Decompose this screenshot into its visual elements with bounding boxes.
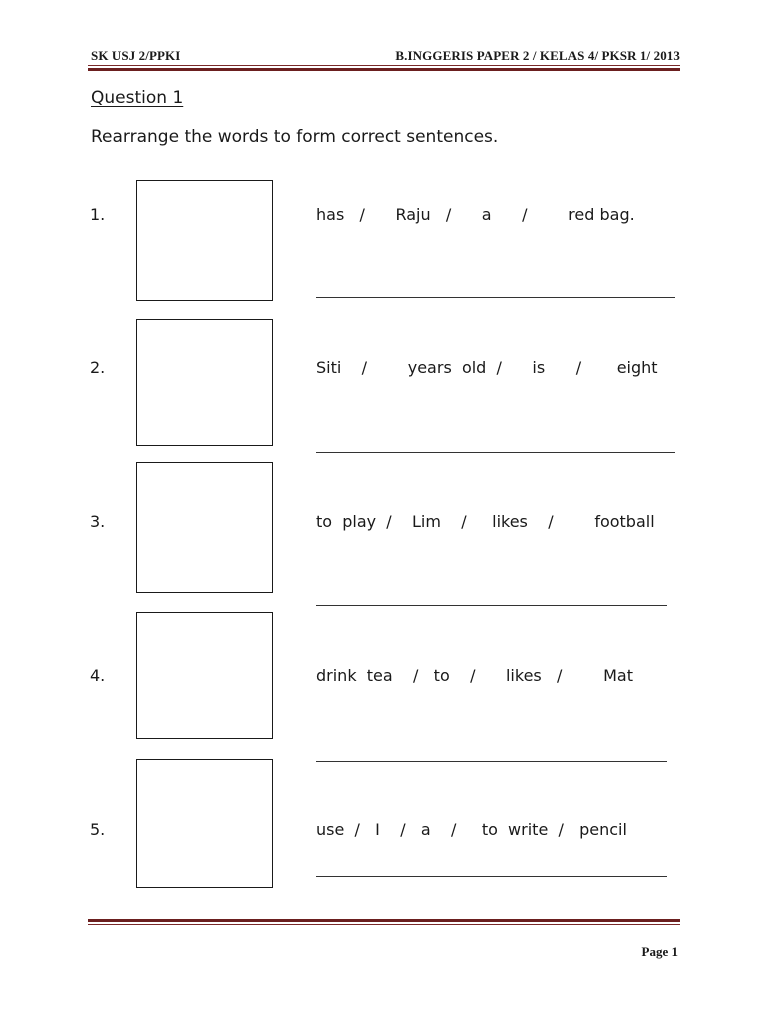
- question-title: Question 1: [91, 88, 184, 108]
- jumbled-words: use / I / a / to write / pencil: [316, 820, 627, 839]
- footer-divider-thick: [88, 919, 680, 922]
- picture-box: [136, 180, 273, 301]
- item-number: 5.: [90, 820, 106, 839]
- picture-box: [136, 612, 273, 739]
- header-school: SK USJ 2/PPKI: [91, 48, 181, 63]
- answer-line[interactable]: [316, 605, 667, 606]
- jumbled-words: to play / Lim / likes / football: [316, 512, 655, 531]
- footer-divider-thin: [88, 924, 680, 925]
- picture-box: [136, 759, 273, 888]
- header-divider-thick: [88, 68, 680, 71]
- header-paper-info: B.INGGERIS PAPER 2 / KELAS 4/ PKSR 1/ 2013: [395, 48, 680, 63]
- item-number: 4.: [90, 666, 106, 685]
- question-instruction: Rearrange the words to form correct sentences.: [91, 127, 499, 147]
- page-number: Page 1: [641, 944, 678, 959]
- item-number: 2.: [90, 358, 106, 377]
- jumbled-words: Siti / years old / is / eight: [316, 358, 658, 377]
- picture-box: [136, 462, 273, 593]
- header-divider-thin: [88, 65, 680, 66]
- answer-line[interactable]: [316, 452, 675, 453]
- answer-line[interactable]: [316, 297, 675, 298]
- answer-line[interactable]: [316, 876, 667, 877]
- item-number: 3.: [90, 512, 106, 531]
- jumbled-words: drink tea / to / likes / Mat: [316, 666, 633, 685]
- picture-box: [136, 319, 273, 446]
- item-number: 1.: [90, 205, 106, 224]
- answer-line[interactable]: [316, 761, 667, 762]
- jumbled-words: has / Raju / a / red bag.: [316, 205, 635, 224]
